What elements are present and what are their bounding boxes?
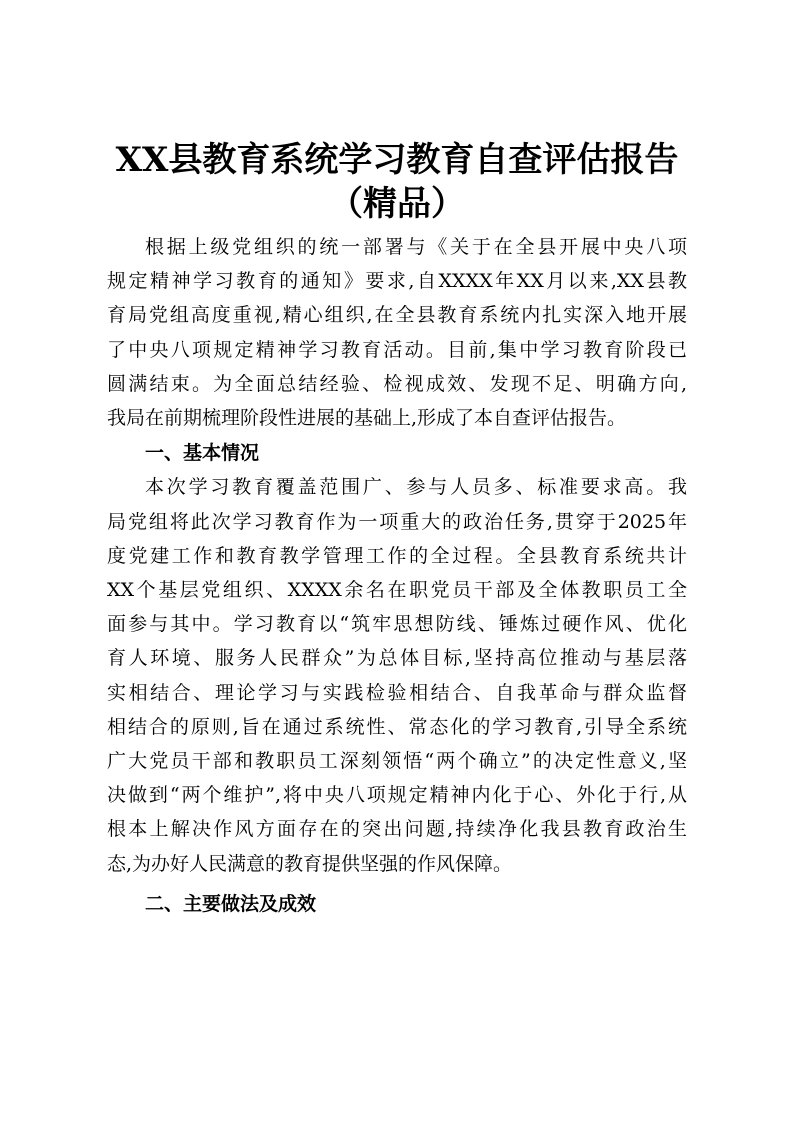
document-title [107, 138, 687, 226]
title-line-2: （精品） [329, 184, 465, 224]
text-line: 度党建工作和教育教学管理工作的全过程。全县教育系统共计 [107, 544, 687, 567]
section-heading-basic-situation: 一、基本情况 [145, 442, 260, 465]
text-line: 圆满结束。为全面总结经验、检视成效、发现不足、明确方向, [107, 372, 687, 395]
text-line: 育人环境、服务人民群众”为总体目标,坚持高位推动与基层落 [107, 647, 687, 670]
text-line: 态,为办好人民满意的教育提供坚强的作风保障。 [107, 852, 513, 875]
text-line: 根据上级党组织的统一部署与《关于在全县开展中央八项 [145, 236, 687, 258]
text-line: 面参与其中。学习教育以“筑牢思想防线、锤炼过硬作风、优化 [107, 613, 687, 636]
basic-situation-paragraph [107, 470, 687, 880]
text-line: 我局在前期梳理阶段性进展的基础上,形成了本自查评估报告。 [107, 407, 627, 430]
text-line: 实相结合、理论学习与实践检验相结合、自我革命与群众监督 [107, 681, 687, 704]
document-page [107, 138, 687, 921]
title-line-1: XX县教育系统学习教育自查评估报告 [115, 140, 679, 180]
text-line: 相结合的原则,旨在通过系统性、常态化的学习教育,引导全系统 [107, 715, 687, 738]
text-line: 本次学习教育覆盖范围广、参与人员多、标准要求高。我 [145, 476, 687, 499]
text-line: 广大党员干部和教职员工深刻领悟“两个确立”的决定性意义,坚 [107, 750, 687, 773]
text-line: 育局党组高度重视,精心组织,在全县教育系统内扎实深入地开展 [107, 304, 687, 327]
intro-paragraph [107, 230, 687, 435]
text-line: XX个基层党组织、XXXX余名在职党员干部及全体教职员工全 [107, 579, 687, 602]
text-line: 了中央八项规定精神学习教育活动。目前,集中学习教育阶段已 [107, 338, 687, 361]
text-line: 局党组将此次学习教育作为一项重大的政治任务,贯穿于2025年 [107, 510, 687, 533]
text-line: 根本上解决作风方面存在的突出问题,持续净化我县教育政治生 [107, 818, 687, 841]
text-line: 决做到“两个维护”,将中央八项规定精神内化于心、外化于行,从 [107, 784, 687, 807]
section-heading-main-practices: 二、主要做法及成效 [145, 892, 317, 915]
text-line: 规定精神学习教育的通知》要求,自XXXX年XX月以来,XX县教 [107, 270, 687, 293]
